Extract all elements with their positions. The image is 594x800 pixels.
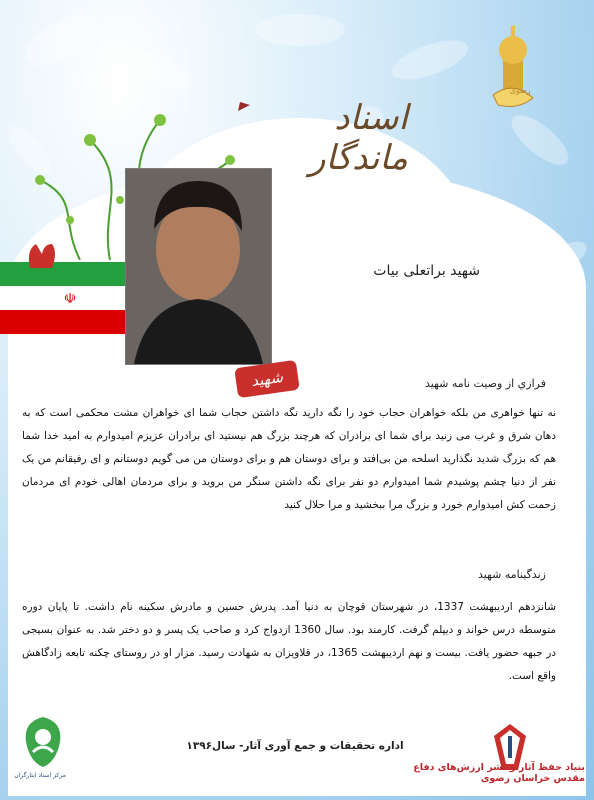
portrait-placeholder: [126, 169, 271, 364]
shahid-badge: شهید: [234, 360, 300, 398]
will-heading: فرازي از وصيت نامه شهيد: [424, 377, 546, 390]
iran-flag: [0, 262, 128, 334]
shrine-dome-logo: [488, 20, 538, 110]
tulip-icon: [22, 240, 62, 270]
shrine-logo-text: رضوی: [509, 86, 531, 95]
isargaran-logo: [18, 712, 68, 770]
page-title: اسناد ماندگار: [309, 98, 408, 178]
martyr-name: شهید براتعلی بیات: [373, 263, 480, 279]
martyr-photo: [125, 168, 272, 365]
left-logo-text: مرکز اسناد ایثارگران: [14, 772, 66, 779]
bio-heading: زندگينامه شهيد: [477, 568, 546, 581]
svg-text:☫: ☫: [63, 291, 77, 307]
right-logo-text: بنیاد حفظ آثار و نشر ارزش‌های دفاع مقدس خراسان رضوی: [413, 762, 585, 784]
bio-text: شانزدهم اردیبهشت 1337، در شهرستان قوچان به دنیا آمد. پدرش حسین و مادرش سکینه نام داشت. تا پایان دوره متوسطه درس خواند و دیپلم گرفت. کارمند بود. سال 1360 ازدواج کرد و صاحب یک پسر و دو دختر شد. به عنوان بسیجی در جبهه حضور یافت. بیست و نهم اردیبهشت 1365، در قلاویزان به شهادت رسید. مزار او در روستای چکنه تابعه زادگاهش واقع است.: [22, 601, 557, 682]
footer-caption: اداره تحقیقات و جمع آوری آثار- سال۱۳۹۶: [186, 740, 404, 752]
will-text: نه تنها خواهری من بلکه خواهران حجاب خود را نگه دارید نگه داشتن حجاب شما ای خواهران مشت محکمی است که به دهان شرق و غرب می زنید برای شما ای برادران که هرچند بزرگ هم نیستید ای برادران عزیزم امیدوارم به امید خدا شما هم که بزرگ شدید نگذارید اسلحه من بی‌افتد و برای دوستان هم و برای دوستان من می گویم دوستانم و ای رفیقانم من یک نفر از دنیا چشم پوشیدم شما امیدوارم دو نفر برای نگه داشتن سنگر من بروید و برای مردمان اهالی خودم ای مردمان زحمت کش امیدوارم خورد و بزرگ مرا ببخشید و مرا حلال کنید: [22, 407, 556, 511]
